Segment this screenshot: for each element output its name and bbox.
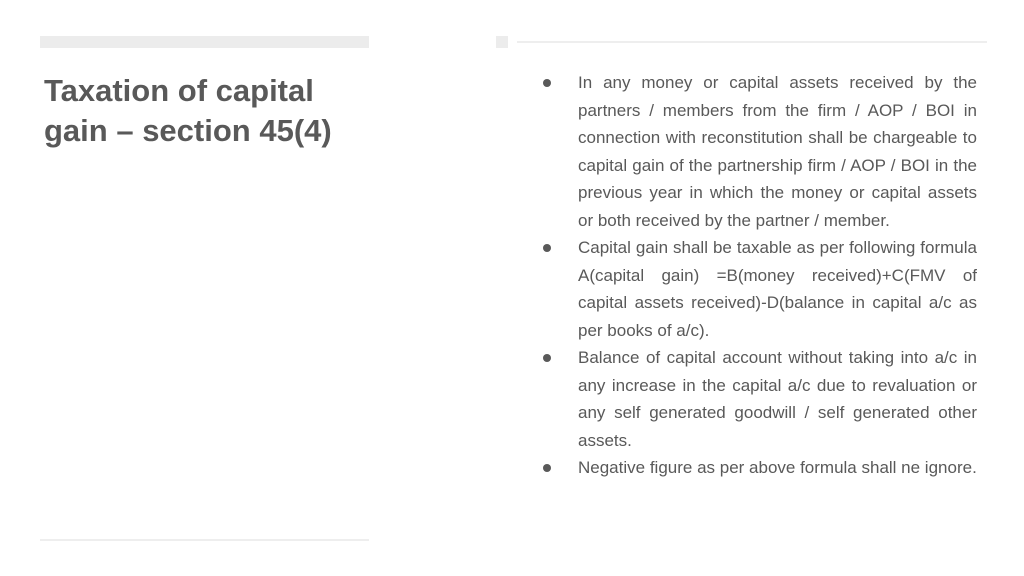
- bullet-text: In any money or capital assets received by the partners / members from the firm / AOP / BOI in connection with reconstitution shall be chargeable to capital gain of the partnership firm / AOP / BOI in the previous year in which the money or capital assets or both received by the partner / member.: [578, 73, 977, 230]
- slide-title: Taxation of capital gain – section 45(4): [44, 73, 332, 148]
- bullet-dot-icon: [543, 354, 551, 362]
- decorative-divider-bottom: [40, 539, 369, 541]
- bullet-item: [540, 344, 977, 454]
- bullet-item: [540, 234, 977, 344]
- bullet-dot-icon: [543, 464, 551, 472]
- bullet-dot-icon: [543, 244, 551, 252]
- bullet-list: [540, 69, 977, 482]
- bullet-text: Negative figure as per above formula shall ne ignore.: [578, 458, 977, 477]
- bullet-text: Capital gain shall be taxable as per following formula A(capital gain) =B(money received)+C(FMV of capital assets received)-D(balance in capital a/c as per books of a/c).: [578, 238, 977, 340]
- decorative-square: [496, 36, 508, 48]
- decorative-top-bar: [40, 36, 369, 48]
- bullet-text: Balance of capital account without taking into a/c in any increase in the capital a/c due to revaluation or any self generated goodwill / self generated other assets.: [578, 348, 977, 450]
- decorative-divider-top: [517, 41, 987, 43]
- bullet-item: [540, 69, 977, 234]
- bullet-dot-icon: [543, 79, 551, 87]
- bullet-item: [540, 454, 977, 482]
